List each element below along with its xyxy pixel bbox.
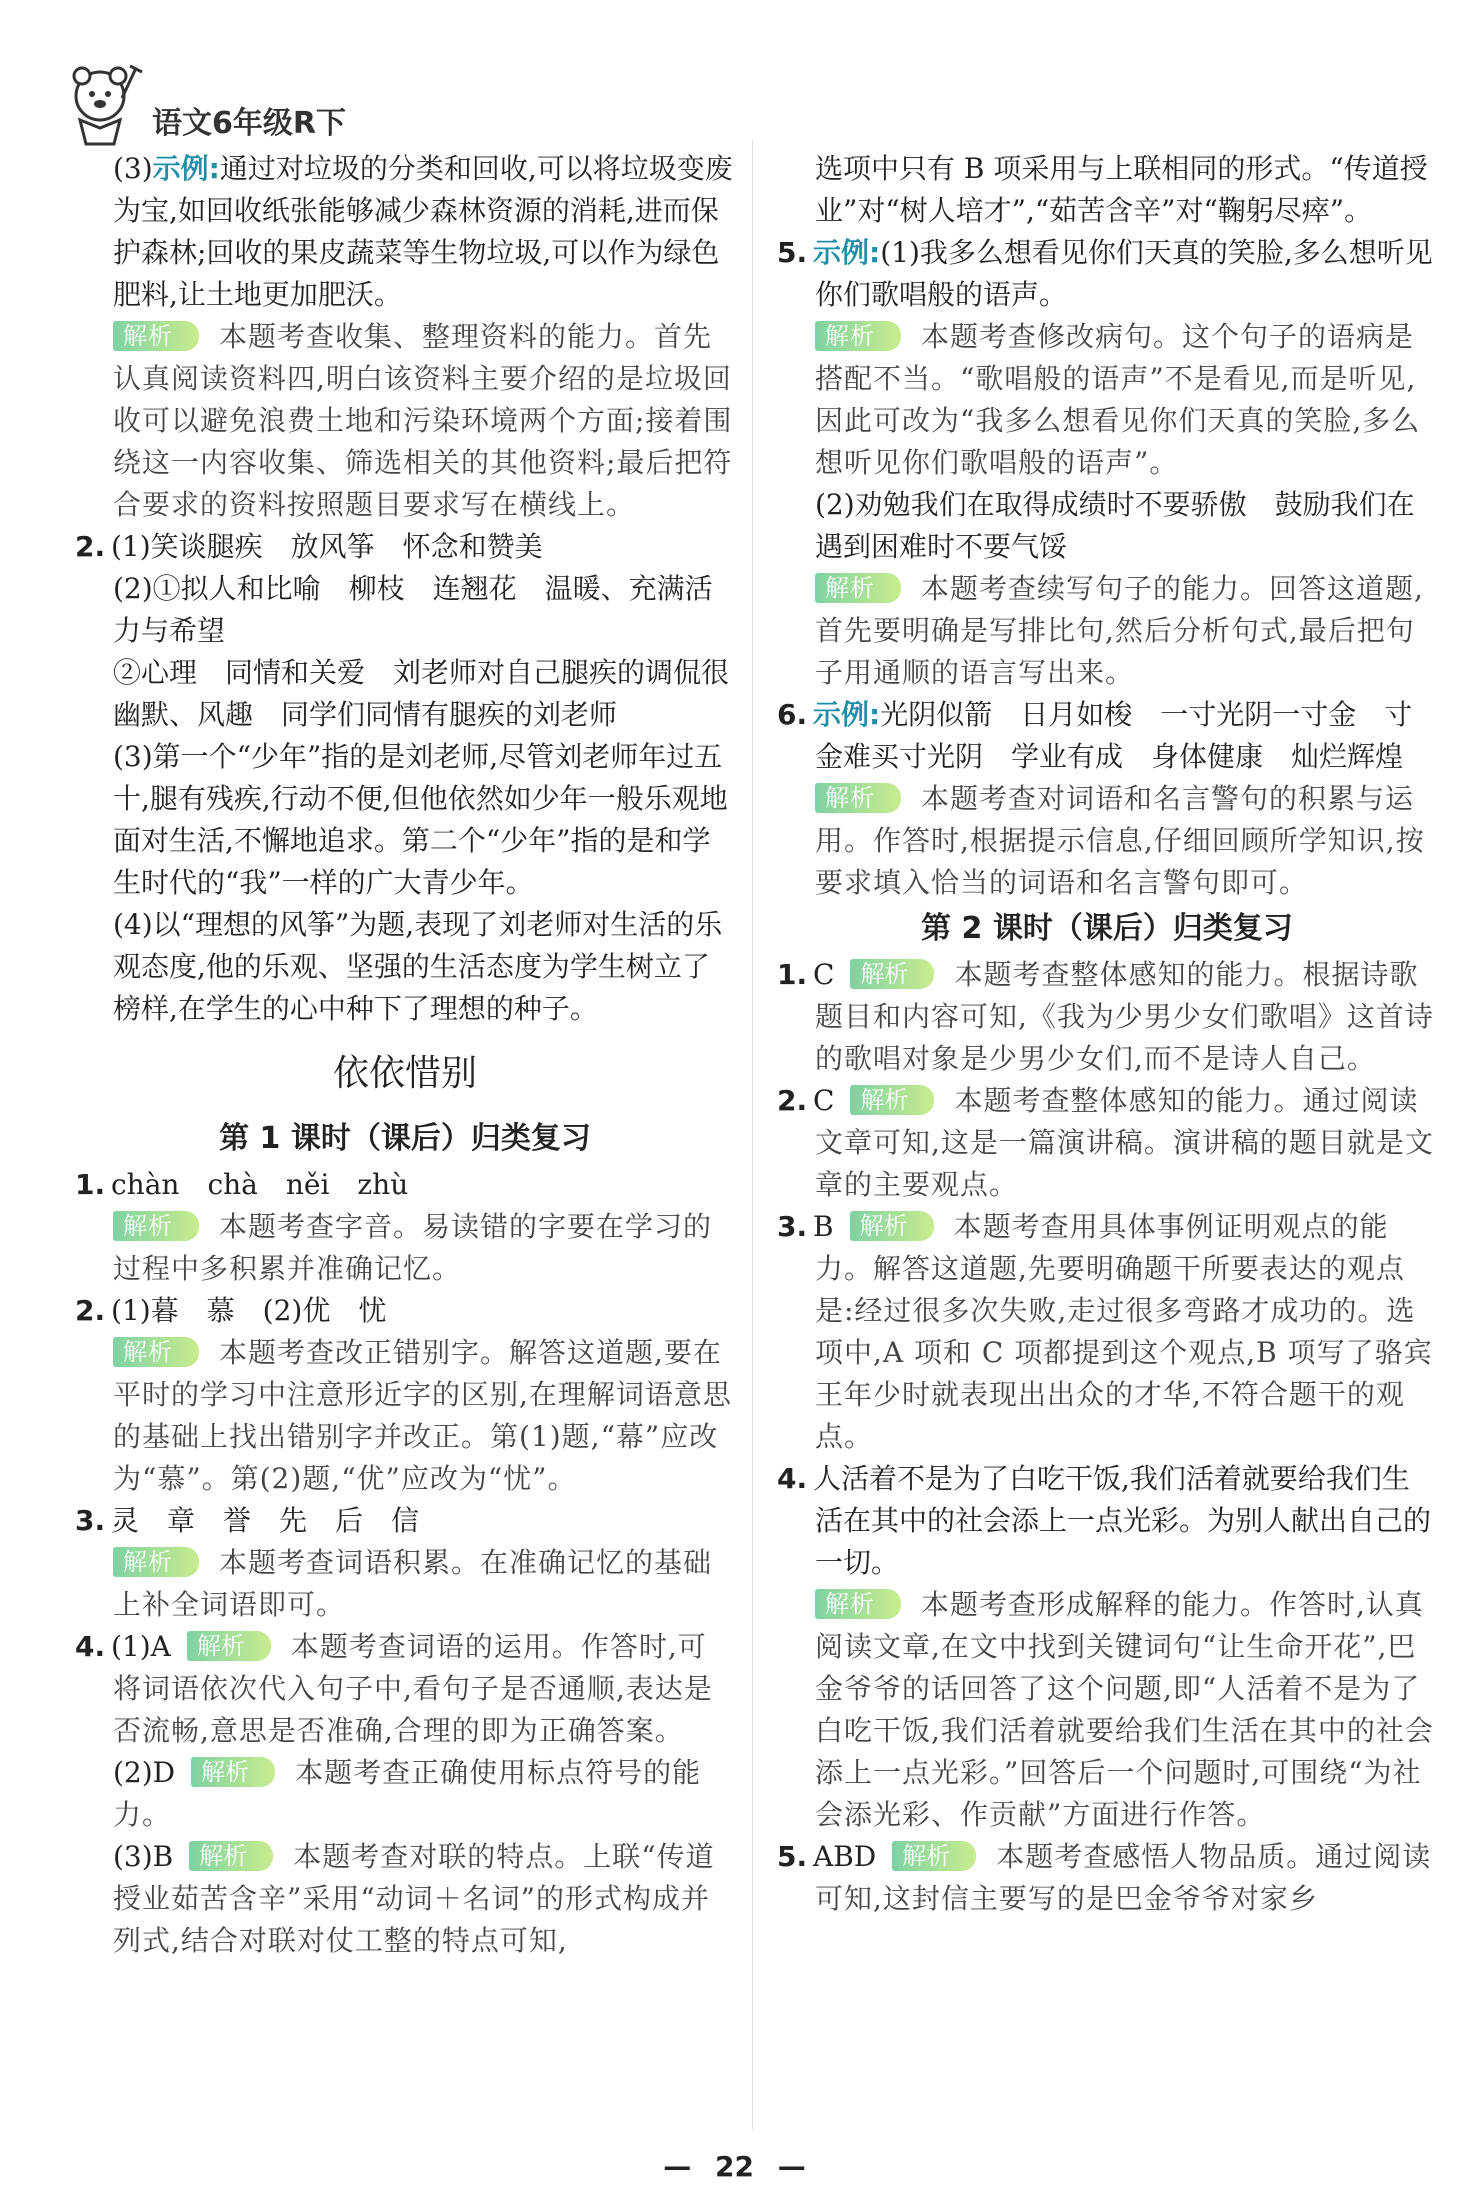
answer-text: (3): [113, 152, 153, 185]
lesson-subtitle: 第 1 课时（课后）归类复习: [219, 1121, 591, 1156]
answer-text: chàn chà něi zhù: [111, 1168, 409, 1201]
analysis-text: 本题考查正确使用标点符号的能力。: [113, 1756, 702, 1831]
analysis-text: 本题考查用具体事例证明观点的能力。解答这道题,先要明确题干所要表达的观点是:经过很多次失败,走过很多弯路才成功的。选项中,A 项和 C 项都提到这个观点,B 项写了骆宾王年少时就表现出出众的才华,不符合题干的观点。: [815, 1210, 1433, 1453]
answer-item: [75, 652, 735, 736]
left-column: [75, 148, 735, 1962]
lesson-subtitle: 第 2 课时（课后）归类复习: [921, 911, 1293, 946]
answer-text: (4)以“理想的风筝”为题,表现了刘老师对生活的乐观态度,他的乐观、坚强的生活态度为学生树立了榜样,在学生的心中种下了理想的种子。: [113, 908, 723, 1025]
answer-text: (2)劝勉我们在取得成绩时不要骄傲 鼓励我们在遇到困难时不要气馁: [815, 488, 1415, 563]
analysis-text: 本题考查改正错别字。解答这道题,要在平时的学习中注意形近字的区别,在理解词语意思的基础上找出错别字并改正。第(1)题,“幕”应改为“慕”。第(2)题,“优”应改为“忧”。: [113, 1336, 732, 1495]
answer-item: [777, 694, 1437, 778]
question-number: 5.: [777, 236, 808, 269]
answer-item: [75, 736, 735, 904]
answer-text: ②心理 同情和关爱 刘老师对自己腿疾的调侃很幽默、风趣 同学们同情有腿疾的刘老师: [113, 656, 730, 731]
answer-text: 通过对垃圾的分类和回收,可以将垃圾变废为宝,如回收纸张能够减少森林资源的消耗,进而保护森林;回收的果皮蔬菜等生物垃圾,可以作为绿色肥料,让土地更加肥沃。: [113, 152, 733, 311]
page-header: [70, 58, 470, 148]
analysis-tag: 解析: [850, 1211, 934, 1241]
answer-item: [75, 1290, 735, 1332]
answer-text: 选项中只有 B 项采用与上联相同的形式。“传道授业”对“树人培才”,“茹苦含辛”对“鞠躬尽瘁”。: [815, 152, 1428, 227]
example-label: 示例:: [152, 152, 220, 185]
answer-text: 人活着不是为了白吃干饭,我们活着就要给我们生活在其中的社会添上一点光彩。为别人献出自己的一切。: [813, 1462, 1432, 1579]
analysis-tag: 解析: [113, 1211, 199, 1241]
right-column: [777, 148, 1437, 1920]
answer-text: (1)笑谈腿疾 放风筝 怀念和赞美: [111, 530, 543, 563]
answer-choice: C: [813, 1084, 835, 1117]
analysis-tag: 解析: [892, 1841, 976, 1871]
answer-item: [75, 1626, 735, 1752]
analysis-tag: 解析: [189, 1841, 273, 1871]
answer-item: [75, 1752, 735, 1836]
answer-item: [75, 568, 735, 652]
analysis-tag: 解析: [191, 1757, 275, 1787]
page-number: — 22 —: [663, 2150, 806, 2183]
question-number: 4.: [777, 1462, 808, 1495]
analysis-text: 本题考查形成解释的能力。作答时,认真阅读文章,在文中找到关键词句“让生命开花”,巴金爷爷的话回答了这个问题,即“人活着不是为了白吃干饭,我们活着就要给我们生活在其中的社会添上一点光彩。”回答后一个问题时,可围绕“为社会添光彩、作贡献”方面进行作答。: [815, 1588, 1434, 1831]
analysis-text: 本题考查修改病句。这个句子的语病是搭配不当。“歌唱般的语声”不是看见,而是听见,因此可改为“我多么想看见你们天真的笑脸,多么想听见你们歌唱般的语声”。: [815, 320, 1421, 479]
answer-item: [777, 1458, 1437, 1584]
analysis-block: [75, 1206, 735, 1290]
answer-item: [777, 1206, 1437, 1458]
question-number: 1.: [75, 1168, 106, 1201]
grade-label: 语文6年级R下: [152, 106, 346, 141]
answer-item: [777, 232, 1437, 316]
analysis-text: 本题考查整体感知的能力。通过阅读文章可知,这是一篇演讲稿。演讲稿的题目就是文章的主要观点。: [815, 1084, 1434, 1201]
answer-item: [777, 484, 1437, 568]
answer-choice: (2)D: [113, 1756, 176, 1789]
analysis-text: 本题考查感悟人物品质。通过阅读可知,这封信主要写的是巴金爷爷对家乡: [815, 1840, 1432, 1915]
answer-text: (3)第一个“少年”指的是刘老师,尽管刘老师年过五十,腿有残疾,行动不便,但他依然如少年一般乐观地面对生活,不懈地追求。第二个“少年”指的是和学生时代的“我”一样的广大青少年。: [113, 740, 728, 899]
analysis-block: [75, 316, 735, 526]
answer-item: [75, 148, 735, 316]
analysis-text: 本题考查收集、整理资料的能力。首先认真阅读资料四,明白该资料主要介绍的是垃圾回收可以避免浪费土地和污染环境两个方面;接着围绕这一内容收集、筛选相关的其他资料;最后把符合要求的资料按照题目要求写在横线上。: [113, 320, 733, 521]
answer-choice: B: [813, 1210, 834, 1243]
answer-item: [75, 526, 735, 568]
analysis-tag: 解析: [113, 1337, 199, 1367]
question-number: 6.: [777, 698, 808, 731]
answer-text: (1)暮 慕 (2)优 忧: [111, 1294, 387, 1327]
question-number: 1.: [777, 958, 808, 991]
analysis-text: 本题考查续写句子的能力。回答这道题,首先要明确是写排比句,然后分析句式,最后把句子用通顺的语言写出来。: [815, 572, 1424, 689]
analysis-tag: 解析: [815, 1589, 901, 1619]
question-number: 5.: [777, 1840, 808, 1873]
question-number: 3.: [75, 1504, 106, 1537]
analysis-block: [777, 568, 1437, 694]
analysis-tag: 解析: [815, 321, 901, 351]
analysis-tag: 解析: [113, 1547, 199, 1577]
example-label: 示例:: [813, 698, 881, 731]
analysis-text: 本题考查词语的运用。作答时,可将词语依次代入句子中,看句子是否通顺,表达是否流畅,意思是否准确,合理的即为正确答案。: [113, 1630, 713, 1747]
question-number: 2.: [75, 1294, 106, 1327]
section-title: 依依惜别: [332, 1053, 477, 1094]
analysis-tag: 解析: [850, 959, 934, 989]
answer-text: (2)①拟人和比喻 柳枝 连翘花 温暖、充满活力与希望: [113, 572, 713, 647]
analysis-block: [777, 778, 1437, 904]
analysis-block: [777, 316, 1437, 484]
answer-item: [75, 1836, 735, 1962]
analysis-tag: 解析: [850, 1085, 934, 1115]
answer-item: [75, 904, 735, 1030]
analysis-text: 本题考查词语积累。在准确记忆的基础上补全词语即可。: [113, 1546, 713, 1621]
analysis-tag: 解析: [187, 1631, 271, 1661]
answer-item: [777, 1836, 1437, 1920]
answer-item: [75, 1164, 735, 1206]
question-number: 4.: [75, 1630, 106, 1663]
bear-mascot-icon: [70, 58, 150, 148]
analysis-text: 本题考查对联的特点。上联“传道授业茹苦含辛”采用“动词＋名词”的形式构成并列式,结合对联对仗工整的特点可知,: [113, 1840, 715, 1957]
answer-text: (1)我多么想看见你们天真的笑脸,多么想听见你们歌唱般的语声。: [815, 236, 1433, 311]
question-number: 3.: [777, 1210, 808, 1243]
answer-choice: (1)A: [111, 1630, 171, 1663]
example-label: 示例:: [813, 236, 881, 269]
analysis-block: [75, 1542, 735, 1626]
answer-text: 灵 章 誉 先 后 信: [111, 1504, 420, 1537]
answer-choice: ABD: [813, 1840, 877, 1873]
answer-choice: C: [813, 958, 835, 991]
question-number: 2.: [75, 530, 106, 563]
answer-item: [777, 1080, 1437, 1206]
column-divider: [752, 140, 753, 2130]
question-number: 2.: [777, 1084, 808, 1117]
answer-text: 光阴似箭 日月如梭 一寸光阴一寸金 寸金难买寸光阴 学业有成 身体健康 灿烂辉煌: [815, 698, 1413, 773]
answer-choice: (3)B: [113, 1840, 174, 1873]
analysis-text: 本题考查字音。易读错的字要在学习的过程中多积累并准确记忆。: [113, 1210, 713, 1285]
analysis-tag: 解析: [815, 783, 901, 813]
analysis-text: 本题考查整体感知的能力。根据诗歌题目和内容可知,《我为少男少女们歌唱》这首诗的歌唱对象是少男少女们,而不是诗人自己。: [815, 958, 1434, 1075]
analysis-text: 本题考查对词语和名言警句的积累与运用。作答时,根据提示信息,仔细回顾所学知识,按要求填入恰当的词语和名言警句即可。: [815, 782, 1425, 899]
answer-item: [777, 954, 1437, 1080]
analysis-block: [777, 1584, 1437, 1836]
answer-item: [75, 1500, 735, 1542]
analysis-block: [75, 1332, 735, 1500]
analysis-tag: 解析: [113, 321, 199, 351]
analysis-tag: 解析: [815, 573, 901, 603]
